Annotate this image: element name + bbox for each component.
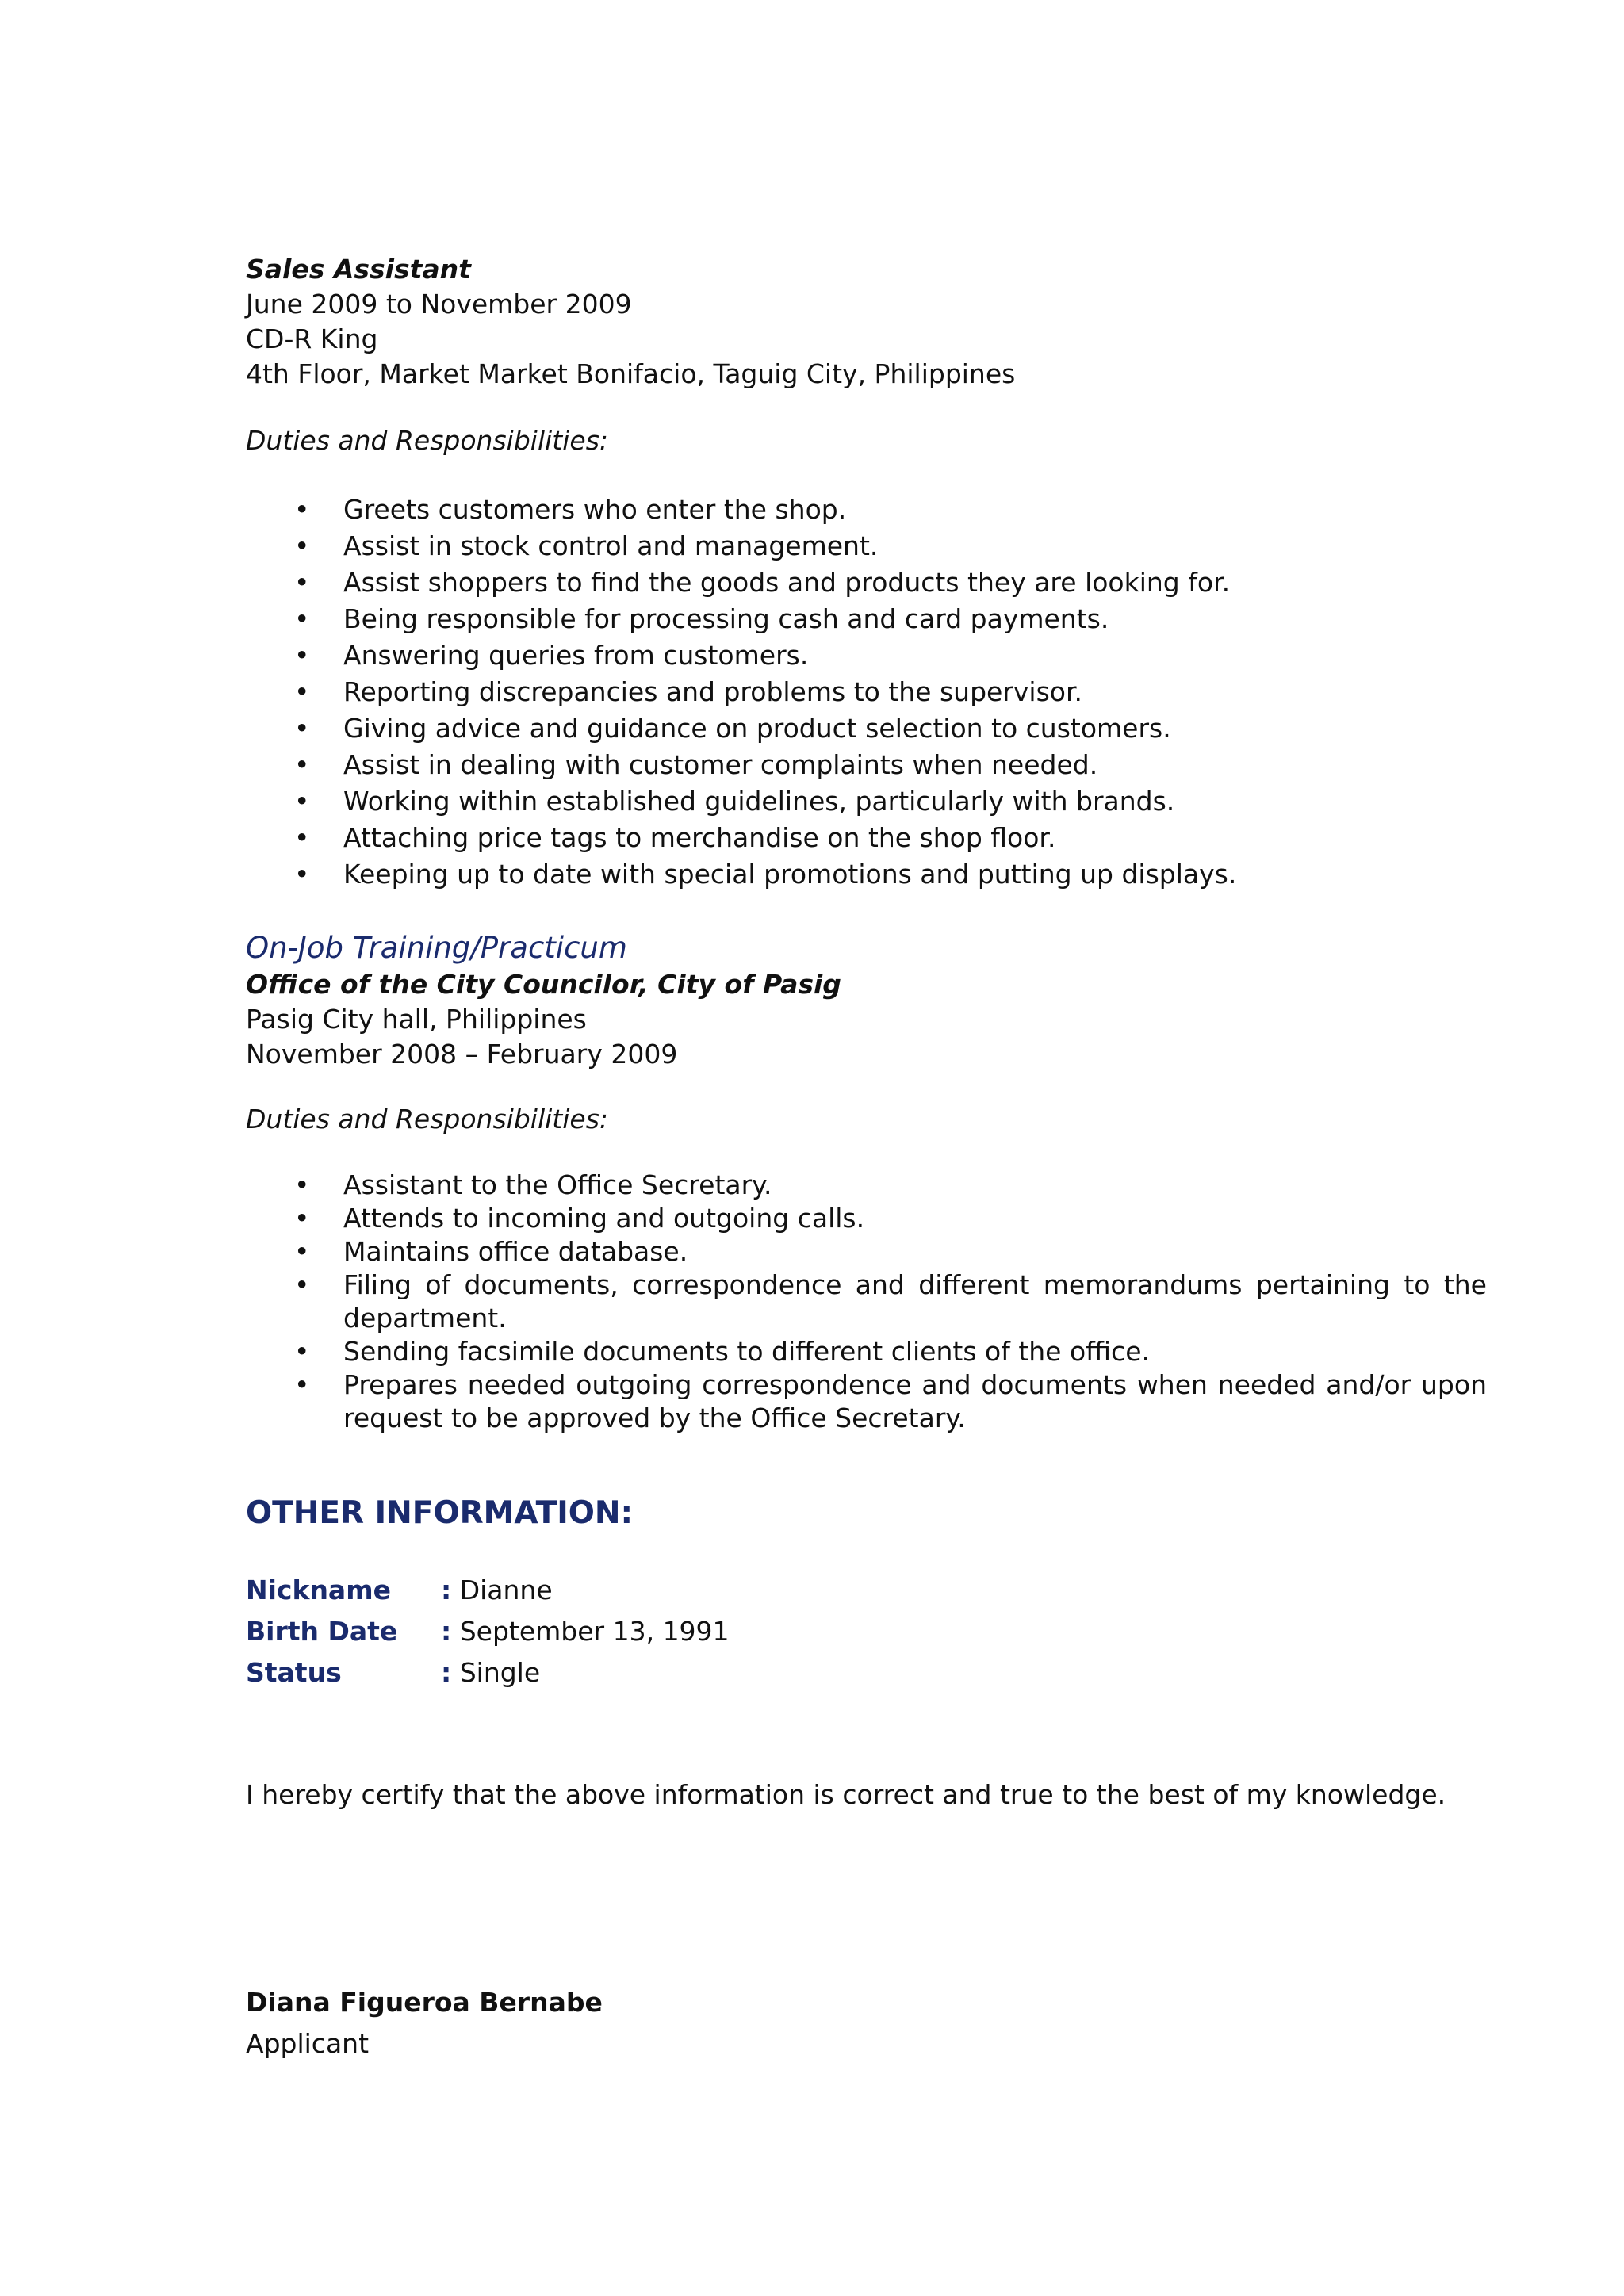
duty-item: • Maintains office database.	[294, 1236, 688, 1267]
duty-item: • Answering queries from customers.	[246, 637, 1487, 674]
job-address: 4th Floor, Market Market Bonifacio, Taguig City, Philippines	[246, 358, 1016, 389]
duty-item: • Keeping up to date with special promotions and putting up displays.	[246, 856, 1487, 893]
bullet-icon: •	[294, 640, 310, 671]
certification-statement: I hereby certify that the above information is correct and true to the best of my knowledge.	[246, 1779, 1446, 1810]
info-colon: :	[441, 1616, 452, 1647]
info-colon: :	[441, 1575, 452, 1605]
bullet-icon: •	[294, 822, 310, 853]
info-row-nickname	[246, 1570, 1487, 1611]
info-colon: :	[441, 1657, 452, 1688]
bullet-icon: •	[294, 1203, 310, 1234]
duty-item: • Being responsible for processing cash and card payments.	[246, 601, 1487, 637]
info-value: Single	[459, 1657, 541, 1688]
duty-item: • Attaching price tags to merchandise on the shop floor.	[246, 820, 1487, 856]
sales-job-section	[246, 252, 1487, 392]
ojt-duties-list	[246, 1169, 1487, 1435]
duty-item: • Giving advice and guidance on product selection to customers.	[246, 710, 1487, 747]
bullet-icon: •	[294, 1169, 310, 1200]
duty-item: • Attends to incoming and outgoing calls.	[294, 1203, 865, 1234]
job-title: Sales Assistant	[246, 254, 471, 285]
info-label: Nickname	[246, 1575, 391, 1605]
other-info-heading: OTHER INFORMATION:	[246, 1495, 634, 1531]
ojt-location: Pasig City hall, Philippines	[246, 1004, 587, 1035]
bullet-icon: •	[294, 676, 310, 707]
info-row-status	[246, 1652, 1487, 1693]
duty-item: • Sending facsimile documents to different clients of the office.	[294, 1336, 1150, 1367]
bullet-icon: •	[294, 1336, 310, 1367]
bullet-icon: •	[294, 603, 310, 634]
duty-item: • Assist in dealing with customer complaints when needed.	[246, 747, 1487, 783]
duty-item: • Assist in stock control and management.	[246, 528, 1487, 564]
job-dates: June 2009 to November 2009	[246, 289, 632, 320]
duty-item: • Reporting discrepancies and problems to the supervisor.	[246, 674, 1487, 710]
duty-item: • Assist shoppers to find the goods and products they are looking for.	[246, 564, 1487, 601]
bullet-icon: •	[294, 567, 310, 598]
bullet-icon: •	[294, 494, 310, 525]
ojt-office: Office of the City Councilor, City of Pasig	[246, 969, 841, 1000]
applicant-role: Applicant	[246, 2028, 370, 2059]
bullet-icon: •	[294, 1236, 310, 1267]
info-label: Birth Date	[246, 1616, 398, 1647]
signature-block	[246, 1982, 1487, 2064]
bullet-icon: •	[294, 749, 310, 780]
ojt-section	[246, 929, 1487, 1072]
duty-item: • Working within established guidelines, particularly with brands.	[246, 783, 1487, 820]
bullet-icon: •	[294, 530, 310, 561]
other-info-table	[246, 1570, 1487, 1693]
duty-item: • Prepares needed outgoing correspondence and documents when needed and/or upon request to be approved by the Office Secretary.	[294, 1369, 1487, 1433]
duty-item: • Assistant to the Office Secretary.	[294, 1169, 772, 1200]
duty-item: • Filing of documents, correspondence and different memorandums pertaining to the department.	[294, 1269, 1487, 1334]
bullet-icon: •	[294, 1369, 310, 1400]
bullet-icon: •	[294, 859, 310, 890]
sales-duties-list	[246, 492, 1487, 893]
bullet-icon: •	[294, 786, 310, 817]
bullet-icon: •	[294, 713, 310, 744]
info-label: Status	[246, 1657, 342, 1688]
job-company: CD-R King	[246, 323, 378, 354]
applicant-name: Diana Figueroa Bernabe	[246, 1987, 603, 2018]
ojt-duties-heading: Duties and Responsibilities:	[246, 1104, 609, 1135]
info-value: Dianne	[459, 1575, 553, 1605]
info-value: September 13, 1991	[459, 1616, 730, 1647]
bullet-icon: •	[294, 1269, 310, 1300]
info-row-birth-date	[246, 1611, 1487, 1652]
ojt-dates: November 2008 – February 2009	[246, 1039, 678, 1070]
sales-duties-heading: Duties and Responsibilities:	[246, 425, 609, 456]
duty-item: • Greets customers who enter the shop.	[246, 492, 1487, 528]
ojt-title: On-Job Training/Practicum	[246, 931, 627, 965]
